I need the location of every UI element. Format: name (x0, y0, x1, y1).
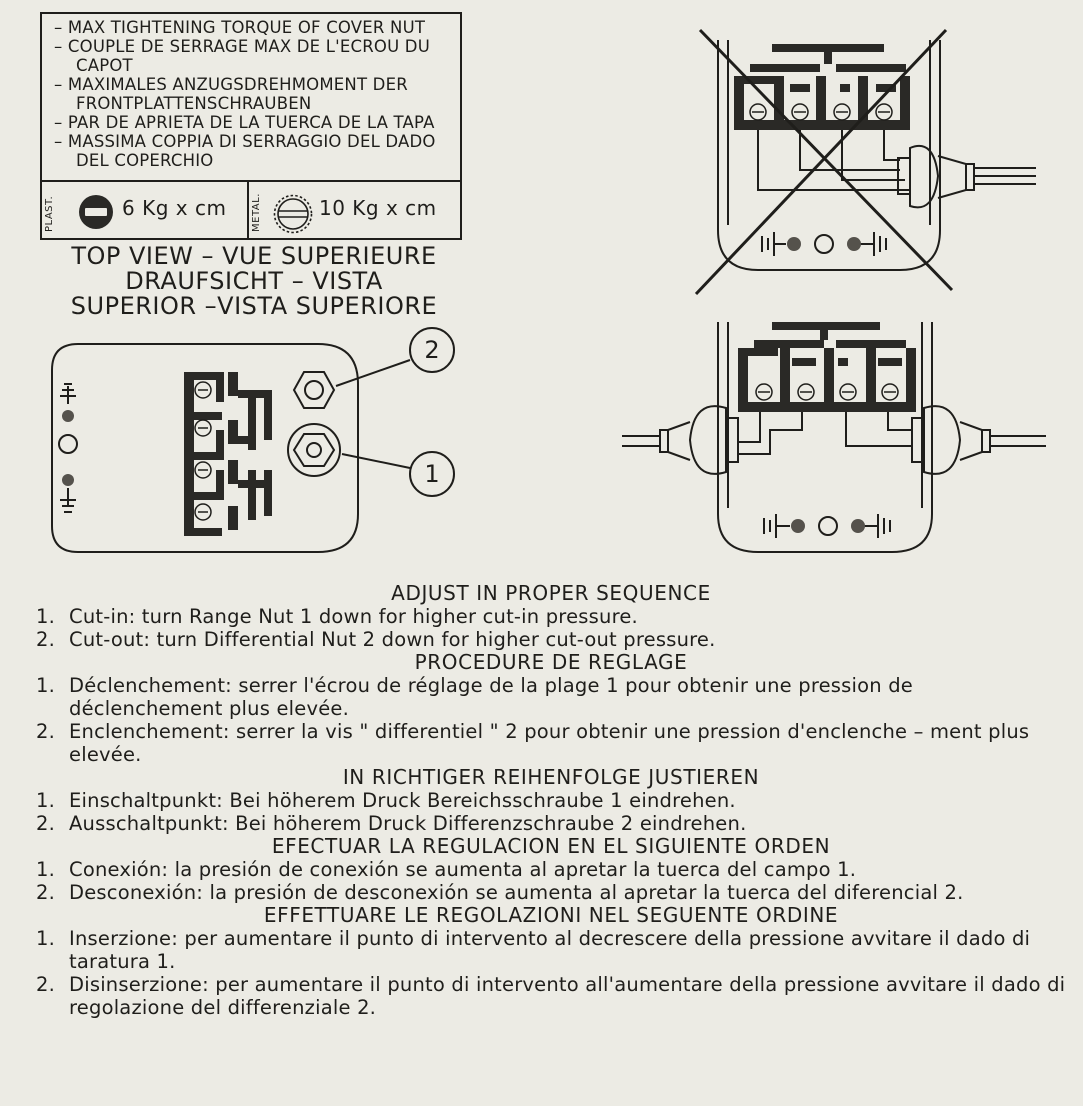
top-view-line-1: TOP VIEW – VUE SUPERIEURE (71, 242, 437, 270)
item-text: Desconexión: la presión de desconexión se aumenta al apretar la tuerca del diferencial 2. (69, 881, 964, 904)
instruction-item (36, 812, 1066, 835)
metal-torque-value: 10 Kg x cm (319, 196, 437, 220)
adjustment-instructions (36, 582, 1066, 1019)
item-number: 1. (36, 605, 56, 628)
metal-cap-icon (271, 192, 315, 236)
instruction-item (36, 605, 1066, 628)
instruction-item (36, 720, 1066, 766)
callout-1-label: 1 (424, 460, 440, 488)
item-text: Disinserzione: per aumentare il punto di intervento all'aumentare della pressione avvitare il dado di regolazione del differenziale 2. (69, 973, 1066, 1019)
plastic-label: PLAST. (44, 195, 55, 232)
top-view-title (40, 244, 468, 319)
cross-out-mark (696, 30, 952, 294)
item-text: Conexión: la presión de conexión se aumenta al apretar la tuerca del campo 1. (69, 858, 857, 881)
metal-torque-cell (249, 182, 460, 238)
torque-line-es: – PAR DE APRIETA DE LA TUERCA DE LA TAPA (54, 113, 454, 132)
item-number: 2. (36, 973, 56, 996)
torque-line-de: – MAXIMALES ANZUGSDREHMOMENT DER FRONTPLATTENSCHRAUBEN (54, 75, 454, 113)
plastic-torque-cell (42, 182, 249, 238)
torque-line-it: – MASSIMA COPPIA DI SERRAGGIO DEL DADO DEL COPERCHIO (54, 132, 454, 170)
torque-values-row (42, 180, 460, 238)
instructions-it (36, 904, 1066, 1019)
instruction-item (36, 789, 1066, 812)
instructions-fr (36, 651, 1066, 766)
item-number: 1. (36, 858, 56, 881)
torque-line-en: – MAX TIGHTENING TORQUE OF COVER NUT (54, 18, 454, 37)
heading-de: IN RICHTIGER REIHENFOLGE JUSTIEREN (342, 765, 760, 789)
correct-wiring-diagram (620, 318, 1050, 558)
item-text: Enclenchement: serrer la vis " differentiel " 2 pour obtenir une pression d'enclenche – ment plus elevée. (69, 720, 1030, 766)
item-text: Ausschaltpunkt: Bei höherem Druck Differenzschraube 2 eindrehen. (69, 812, 747, 835)
item-text: Einschaltpunkt: Bei höherem Druck Bereichsschraube 1 eindrehen. (69, 789, 736, 812)
instructions-de (36, 766, 1066, 835)
item-text: Inserzione: per aumentare il punto di intervento al decrescere della pressione avvitare il dado di taratura 1. (69, 927, 1031, 973)
instruction-item (36, 881, 1066, 904)
instruction-item (36, 973, 1066, 1019)
item-text: Cut-in: turn Range Nut 1 down for higher cut-in pressure. (69, 605, 638, 628)
heading-es: EFECTUAR LA REGULACION EN EL SIGUIENTE ORDEN (271, 834, 831, 858)
plastic-cap-icon (76, 192, 116, 232)
item-text: Cut-out: turn Differential Nut 2 down for higher cut-out pressure. (69, 628, 716, 651)
item-number: 2. (36, 812, 56, 835)
item-number: 1. (36, 789, 56, 812)
instruction-item (36, 674, 1066, 720)
instruction-item (36, 927, 1066, 973)
torque-language-list (54, 18, 454, 170)
heading-fr: PROCEDURE DE REGLAGE (414, 650, 688, 674)
torque-line-fr: – COUPLE DE SERRAGE MAX DE L'ECROU DU CAPOT (54, 37, 454, 75)
metal-label: METAL. (251, 193, 262, 232)
item-text: Déclenchement: serrer l'écrou de réglage de la plage 1 pour obtenir une pression de déclenchement plus elevée. (69, 674, 913, 720)
top-view-diagram (38, 320, 468, 560)
instruction-item (36, 628, 1066, 651)
instructions-en (36, 582, 1066, 651)
heading-en: ADJUST IN PROPER SEQUENCE (391, 581, 711, 605)
callout-2-label: 2 (424, 336, 440, 364)
item-number: 2. (36, 720, 56, 743)
instruction-item (36, 858, 1066, 881)
torque-spec-box (40, 12, 462, 240)
item-number: 1. (36, 927, 56, 950)
incorrect-wiring-diagram (690, 20, 1050, 300)
plastic-torque-value: 6 Kg x cm (122, 196, 227, 220)
top-view-line-3: SUPERIOR –VISTA SUPERIORE (70, 292, 438, 320)
item-number: 1. (36, 674, 56, 697)
item-number: 2. (36, 881, 56, 904)
heading-it: EFFETTUARE LE REGOLAZIONI NEL SEGUENTE ORDINE (263, 903, 839, 927)
top-view-line-2: DRAUFSICHT – VISTA (125, 267, 383, 295)
item-number: 2. (36, 628, 56, 651)
instructions-es (36, 835, 1066, 904)
